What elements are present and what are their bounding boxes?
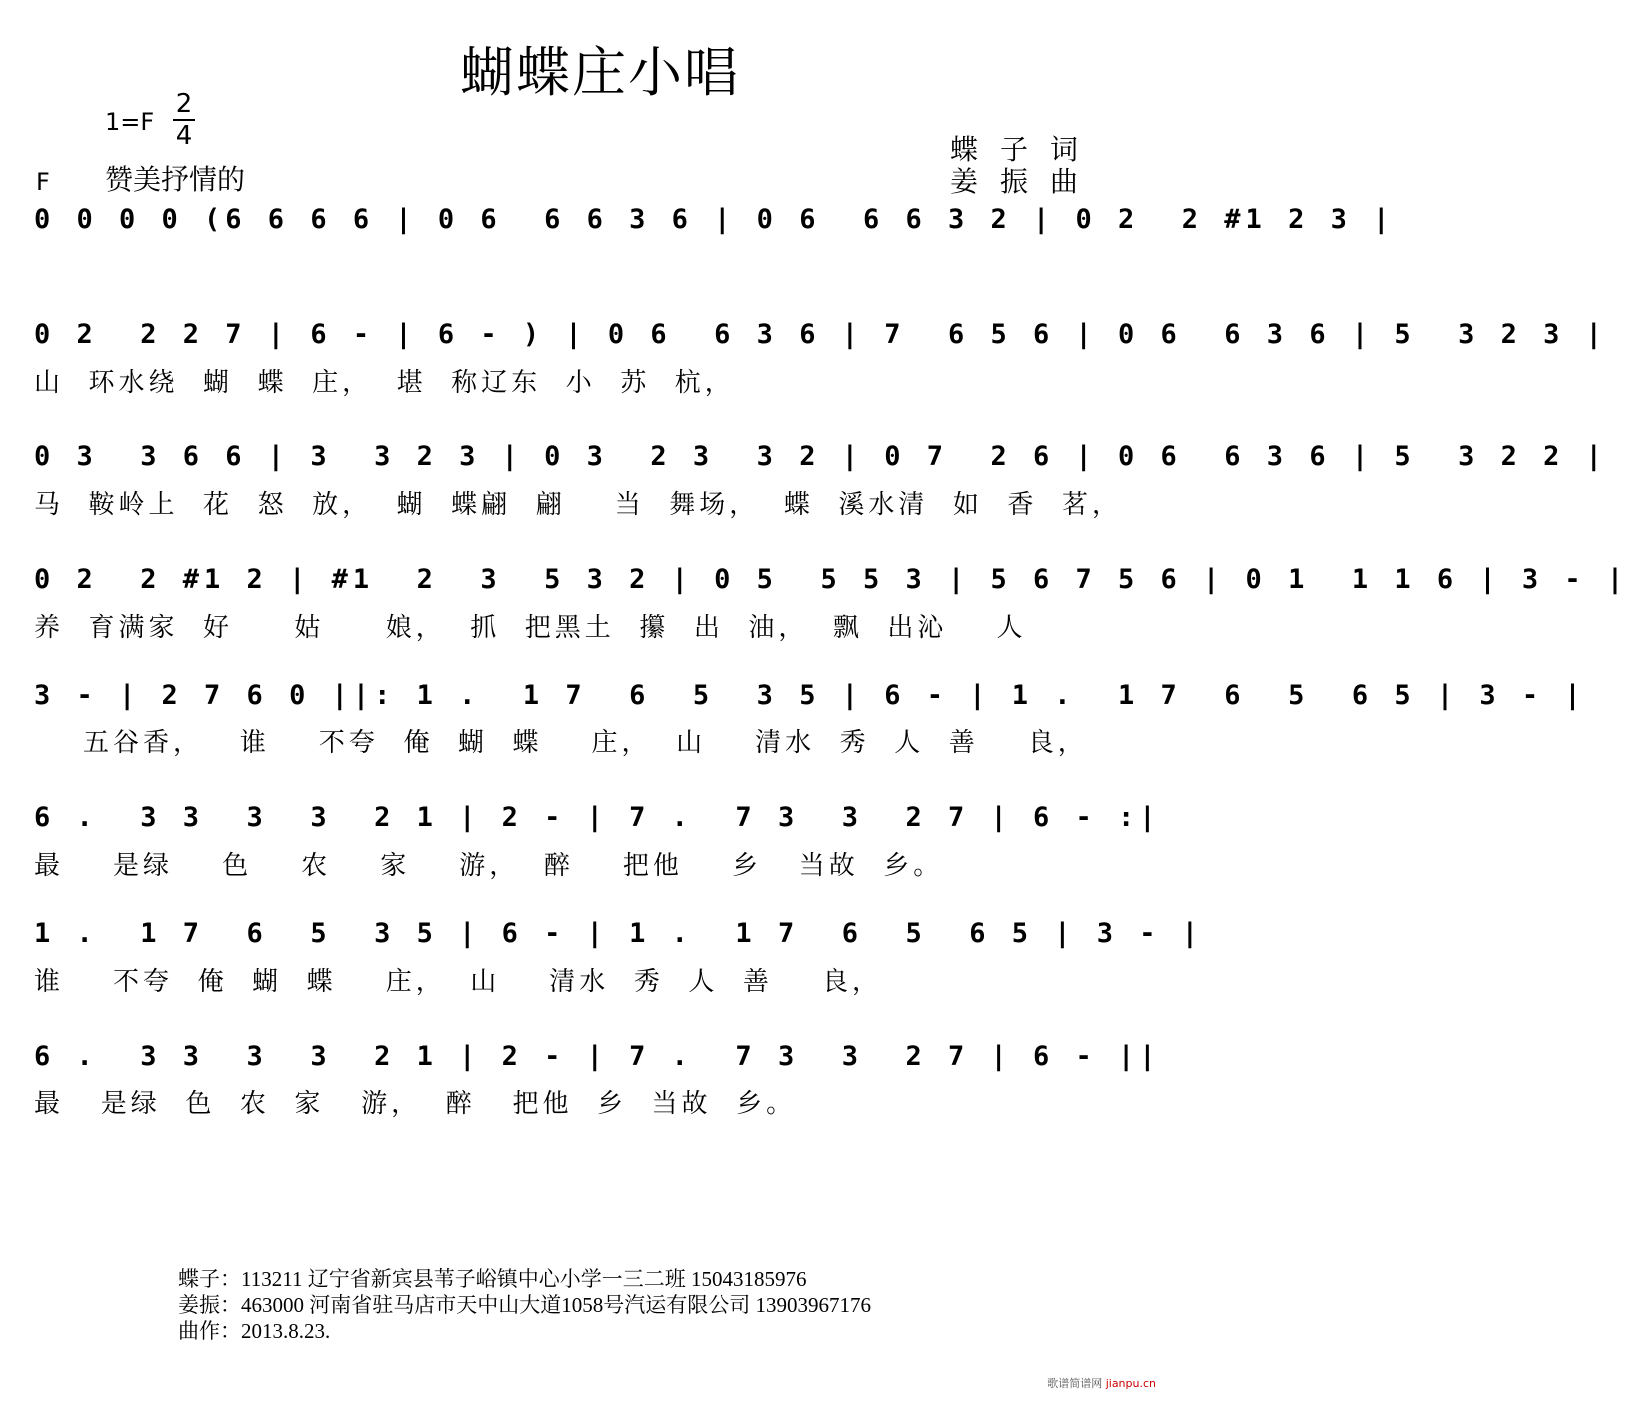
watermark-label: 歌谱简谱网 bbox=[1047, 1377, 1103, 1390]
notation-text: 0 0 0 0 (6 6 6 6 | 0 6 6 6 3 6 | 0 6 6 6 3 2 | 0 2 2 #1 2 3 | bbox=[34, 204, 1395, 235]
notation-text: 1 . 1 7 6 5 3 5 | 6 - | 1 . 1 7 6 5 6 5 | 3 - | bbox=[34, 918, 1204, 949]
lyricist-credit: 蝶子词 bbox=[950, 133, 1101, 166]
notation-text: 0 2 2 #1 2 | #1 2 3 5 3 2 | 0 5 5 5 3 | 5 6 7 5 6 | 0 1 1 1 6 | 3 - | bbox=[34, 564, 1628, 595]
lyric-line: 最 是绿 色 农 家 游， 醉 把他 乡 当故 乡。 bbox=[34, 851, 944, 881]
notation-row bbox=[34, 200, 1395, 256]
notation-text: 0 2 2 2 7 | 6 - | 6 - ) | 0 6 6 3 6 | 7 6 5 6 | 0 6 6 3 6 | 5 3 2 3 | bbox=[34, 319, 1607, 350]
footer-info bbox=[178, 1266, 871, 1344]
footer-line: 姜振：463000 河南省驻马店市天中山大道1058号汽运有限公司 13903967176 bbox=[178, 1293, 871, 1317]
time-signature-top: 2 bbox=[175, 89, 193, 119]
composer-credit: 姜振曲 bbox=[950, 165, 1101, 198]
lyric-line: 山 环水绕 蝴 蝶 庄， 堪 称辽东 小 苏 杭， bbox=[34, 368, 735, 398]
lyric-line: 谁 不夸 俺 蝴 蝶 庄， 山 清水 秀 人 善 良， bbox=[34, 967, 882, 997]
watermark bbox=[1047, 1375, 1156, 1391]
lyric-line: 马 鞍岭上 花 怒 放， 蝴 蝶翩 翩 当 舞场， 蝶 溪水清 如 香 茗， bbox=[34, 490, 1122, 520]
notation-text: 3 - | 2 7 6 0 ||: 1 . 1 7 6 5 3 5 | 6 - | 1 . 1 7 6 5 6 5 | 3 - | bbox=[34, 680, 1586, 711]
notation-text: 6 . 3 3 3 3 2 1 | 2 - | 7 . 7 3 3 2 7 | 6 - :| bbox=[34, 802, 1161, 833]
footer-line: 蝶子：113211 辽宁省新宾县苇子峪镇中心小学一三二班 15043185976 bbox=[178, 1267, 807, 1291]
lyric-line: 五谷香， 谁 不夸 俺 蝴 蝶 庄， 山 清水 秀 人 善 良， bbox=[34, 728, 1088, 758]
time-signature bbox=[173, 90, 195, 150]
notation-text: 0 3 3 6 6 | 3 3 2 3 | 0 3 2 3 3 2 | 0 7 2 6 | 0 6 6 3 6 | 5 3 2 2 | bbox=[34, 441, 1607, 472]
f-mark: F bbox=[36, 168, 50, 196]
watermark-domain: jianpu.cn bbox=[1105, 1377, 1156, 1390]
footer-line: 曲作：2013.8.23. bbox=[178, 1319, 331, 1343]
page-title: 蝴蝶庄小唱 bbox=[460, 41, 740, 104]
lyric-line: 最 是绿 色 农 家 游， 醉 把他 乡 当故 乡。 bbox=[34, 1089, 797, 1119]
time-signature-bottom: 4 bbox=[175, 121, 193, 151]
mood-marking: 赞美抒情的 bbox=[105, 163, 246, 196]
notation-text: 6 . 3 3 3 3 2 1 | 2 - | 7 . 7 3 3 2 7 | 6 - || bbox=[34, 1041, 1161, 1072]
key-signature: 1=F bbox=[105, 108, 155, 136]
lyric-line: 养 育满家 好 姑 娘， 抓 把黑土 攥 出 油， 飘 出沁 人 bbox=[34, 613, 1027, 643]
